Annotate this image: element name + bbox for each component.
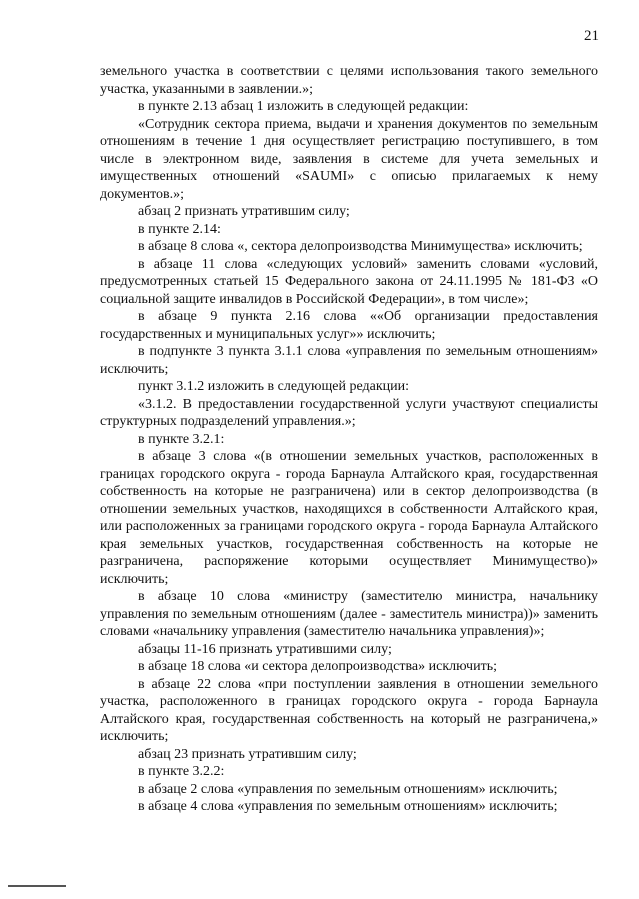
paragraph: в абзаце 11 слова «следующих условий» заменить словами «условий, предусмотренных статьей 15 Федерального закона от 24.11.1995 № 181-ФЗ «О социальной защите инвалидов в Российской Федерации», в том числе»; [100,256,598,307]
paragraph: «3.1.2. В предоставлении государственной услуги участвуют специалисты структурных подразделений управления.»; [100,396,598,429]
footer-divider [8,885,66,887]
paragraph: в абзаце 4 слова «управления по земельным отношениям» исключить; [138,799,558,814]
page-number: 21 [584,28,599,44]
paragraph: земельного участка в соответствии с целями использования такого земельного участка, указанными в заявлении.»; [100,64,598,97]
paragraph: пункт 3.1.2 изложить в следующей редакции: [138,379,409,394]
paragraph: в абзаце 8 слова «, сектора делопроизводства Минимущества» исключить; [138,239,583,254]
paragraph: в пункте 3.2.2: [138,764,225,779]
paragraph: в пункте 2.13 абзац 1 изложить в следующей редакции: [138,99,469,114]
paragraph: в подпункте 3 пункта 3.1.1 слова «управления по земельным отношениям» исключить; [100,344,598,377]
paragraph: в абзаце 9 пункта 2.16 слова ««Об организации предоставления государственных и муниципальных услуг»» исключить; [100,309,598,342]
paragraph: абзац 23 признать утратившим силу; [138,746,357,762]
paragraph: в абзаце 18 слова «и сектора делопроизводства» исключить; [138,659,497,674]
paragraph: в пункте 3.2.1: [138,431,225,447]
document-body [100,63,598,816]
paragraph: в абзаце 3 слова «(в отношении земельных участков, расположенных в границах городского округа - города Барнаула Алтайского края, государственная собственность на которые не разграничена) или в сектор делопроизводства (в отношении земельных участков, находящихся в собственности Алтайского края, или расположенных за границами городского округа - города Барнаула Алтайского края земельных участков, государственная собственность на которые не разграничена, распоряжение которыми осуществляет Минимущество)» исключить; [100,449,598,587]
paragraph: абзацы 11-16 признать утратившими силу; [138,641,392,657]
paragraph: в абзаце 22 слова «при поступлении заявления в отношении земельного участка, расположенного в границах городского округа - города Барнаула Алтайского края, государственная собственность на который не разграничена,» исключить; [100,676,598,744]
paragraph: в пункте 2.14: [138,221,221,237]
paragraph: в абзаце 10 слова «министру (заместителю министра, начальнику управления по земельным отношениям (далее - заместитель министра))» заменить словами «начальнику управления (заместителю начальника управления)»; [100,589,598,639]
paragraph: абзац 2 признать утратившим силу; [138,204,350,219]
paragraph: «Сотрудник сектора приема, выдачи и хранения документов по земельным отношениям в течение 1 дня осуществляет регистрацию поступившего, в том числе в электронном виде, заявления в системе для учета земельных и имущественных отношений «SAUMI» с описью прилагаемых к нему документов.»; [100,116,598,202]
paragraph: в абзаце 2 слова «управления по земельным отношениям» исключить; [138,781,558,797]
